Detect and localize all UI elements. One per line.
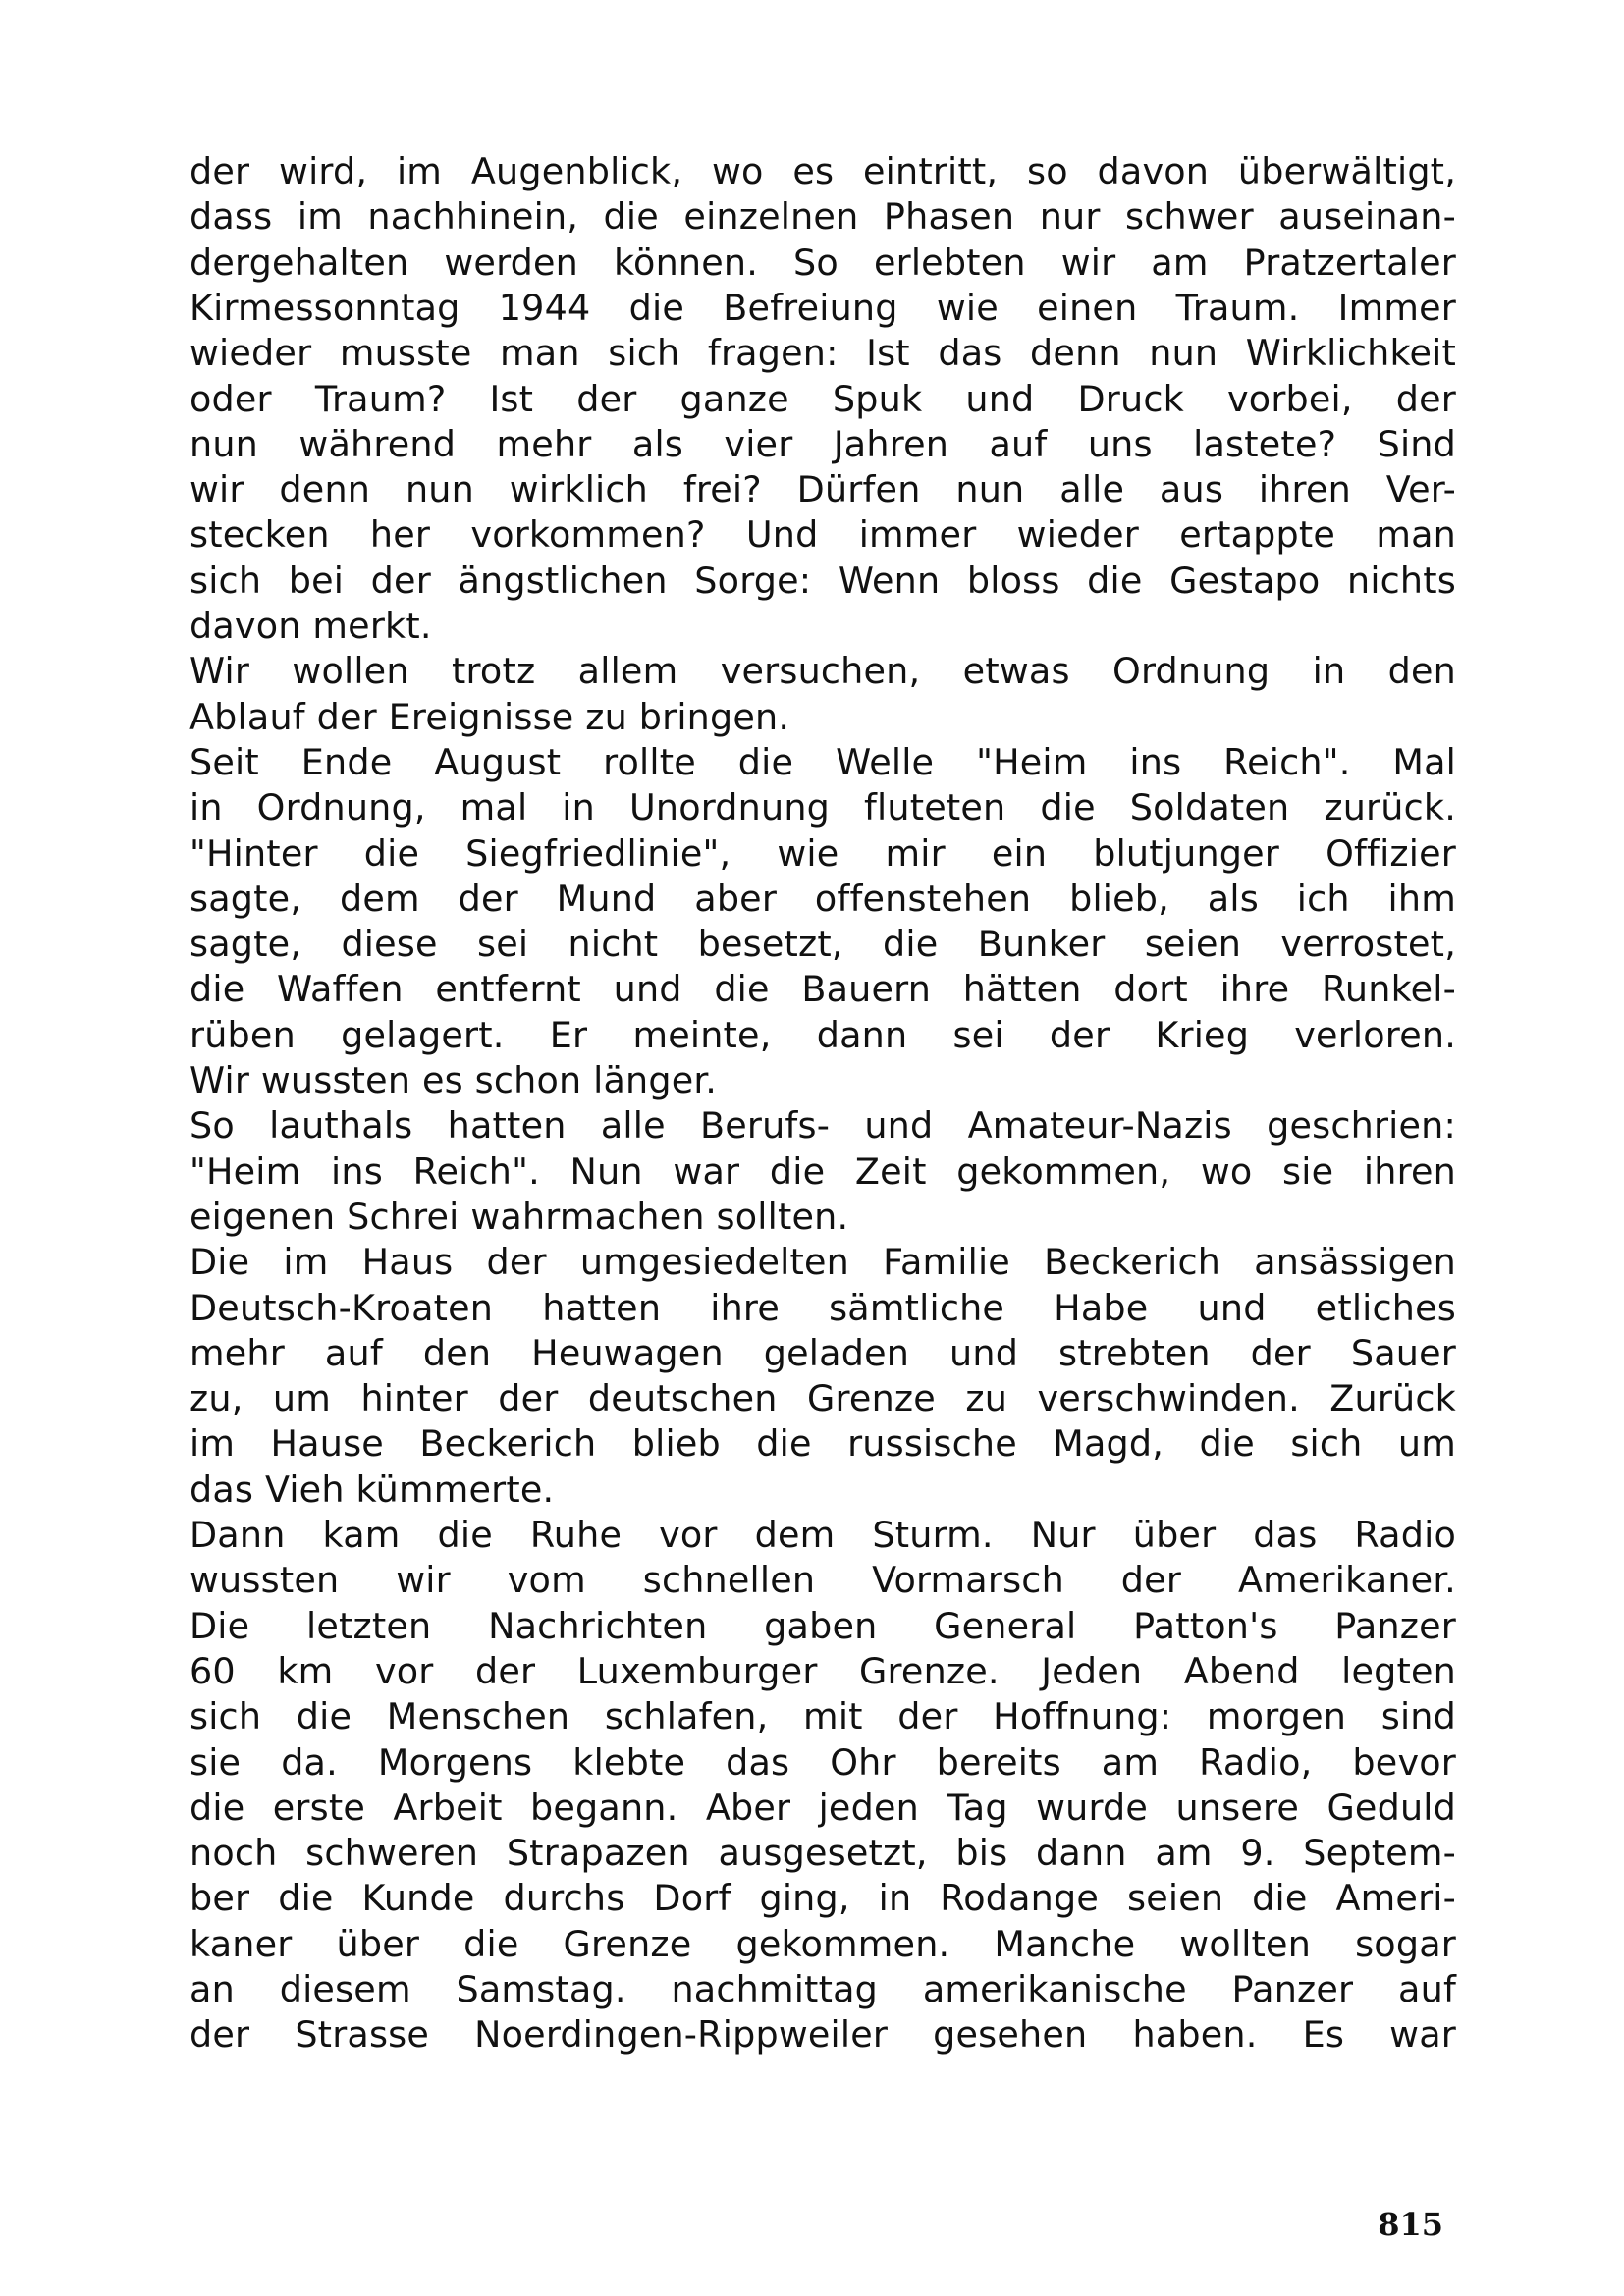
text-line: Die letzten Nachrichten gaben General Patton's Panzer: [189, 1605, 1456, 1647]
text-line: Seit Ende August rollte die Welle "Heim ins Reich". Mal: [189, 741, 1456, 783]
text-line: der Strasse Noerdingen-Rippweiler gesehen haben. Es war: [189, 2013, 1456, 2056]
text-line: in Ordnung, mal in Unordnung fluteten die Soldaten zurück.: [189, 786, 1456, 828]
text-line: der wird, im Augenblick, wo es eintritt, so davon überwältigt,: [189, 150, 1456, 192]
text-line: sich bei der ängstlichen Sorge: Wenn bloss die Gestapo nichts: [189, 560, 1456, 602]
text-line: "Heim ins Reich". Nun war die Zeit gekommen, wo sie ihren: [189, 1150, 1456, 1193]
text-line: sagte, dem der Mund aber offenstehen blieb, als ich ihm: [189, 878, 1456, 920]
text-line: an diesem Samstag. nachmittag amerikanische Panzer auf: [189, 1968, 1456, 2010]
text-line: nun während mehr als vier Jahren auf uns lastete? Sind: [189, 423, 1456, 465]
text-line: oder Traum? Ist der ganze Spuk und Druck vorbei, der: [189, 378, 1456, 420]
text-line: rüben gelagert. Er meinte, dann sei der Krieg verloren.: [189, 1014, 1456, 1056]
text-line: Ablauf der Ereignisse zu bringen.: [189, 696, 790, 738]
text-line: Dann kam die Ruhe vor dem Sturm. Nur über das Radio: [189, 1514, 1456, 1556]
text-line: Wir wollen trotz allem versuchen, etwas Ordnung in den: [189, 650, 1456, 692]
text-line: wir denn nun wirklich frei? Dürfen nun alle aus ihren Ver-: [189, 468, 1456, 510]
text-line: wussten wir vom schnellen Vormarsch der Amerikaner.: [189, 1559, 1456, 1601]
text-line: sagte, diese sei nicht besetzt, die Bunker seien verrostet,: [189, 923, 1456, 965]
text-line: davon merkt.: [189, 605, 432, 647]
text-line: Die im Haus der umgesiedelten Familie Beckerich ansässigen: [189, 1241, 1456, 1283]
text-line: das Vieh kümmerte.: [189, 1468, 555, 1511]
text-line: sich die Menschen schlafen, mit der Hoffnung: morgen sind: [189, 1695, 1456, 1737]
text-line: sie da. Morgens klebte das Ohr bereits am Radio, bevor: [189, 1741, 1456, 1784]
text-line: Deutsch-Kroaten hatten ihre sämtliche Habe und etliches: [189, 1287, 1456, 1329]
text-line: im Hause Beckerich blieb die russische Magd, die sich um: [189, 1422, 1456, 1465]
text-line: mehr auf den Heuwagen geladen und strebten der Sauer: [189, 1332, 1456, 1374]
text-line: noch schweren Strapazen ausgesetzt, bis dann am 9. Septem-: [189, 1832, 1456, 1874]
text-line: kaner über die Grenze gekommen. Manche wollten sogar: [189, 1923, 1456, 1965]
page-number: 815: [1378, 2206, 1443, 2243]
text-line: Wir wussten es schon länger.: [189, 1059, 718, 1101]
text-line: eigenen Schrei wahrmachen sollten.: [189, 1196, 849, 1238]
text-line: "Hinter die Siegfriedlinie", wie mir ein blutjunger Offizier: [189, 832, 1456, 875]
text-line: die Waffen entfernt und die Bauern hätten dort ihre Runkel-: [189, 968, 1456, 1010]
text-line: die erste Arbeit begann. Aber jeden Tag wurde unsere Geduld: [189, 1787, 1456, 1829]
text-line: ber die Kunde durchs Dorf ging, in Rodange seien die Ameri-: [189, 1877, 1456, 1919]
text-line: dergehalten werden können. So erlebten wir am Pratzertaler: [189, 241, 1456, 284]
text-line: wieder musste man sich fragen: Ist das denn nun Wirklichkeit: [189, 332, 1456, 374]
text-line: So lauthals hatten alle Berufs- und Amateur-Nazis geschrien:: [189, 1104, 1456, 1147]
text-line: stecken her vorkommen? Und immer wieder ertappte man: [189, 513, 1456, 556]
text-line: Kirmessonntag 1944 die Befreiung wie einen Traum. Immer: [189, 287, 1456, 329]
text-line: dass im nachhinein, die einzelnen Phasen nur schwer auseinan-: [189, 195, 1456, 238]
text-line: 60 km vor der Luxemburger Grenze. Jeden Abend legten: [189, 1650, 1456, 1692]
text-line: zu, um hinter der deutschen Grenze zu verschwinden. Zurück: [189, 1377, 1456, 1419]
